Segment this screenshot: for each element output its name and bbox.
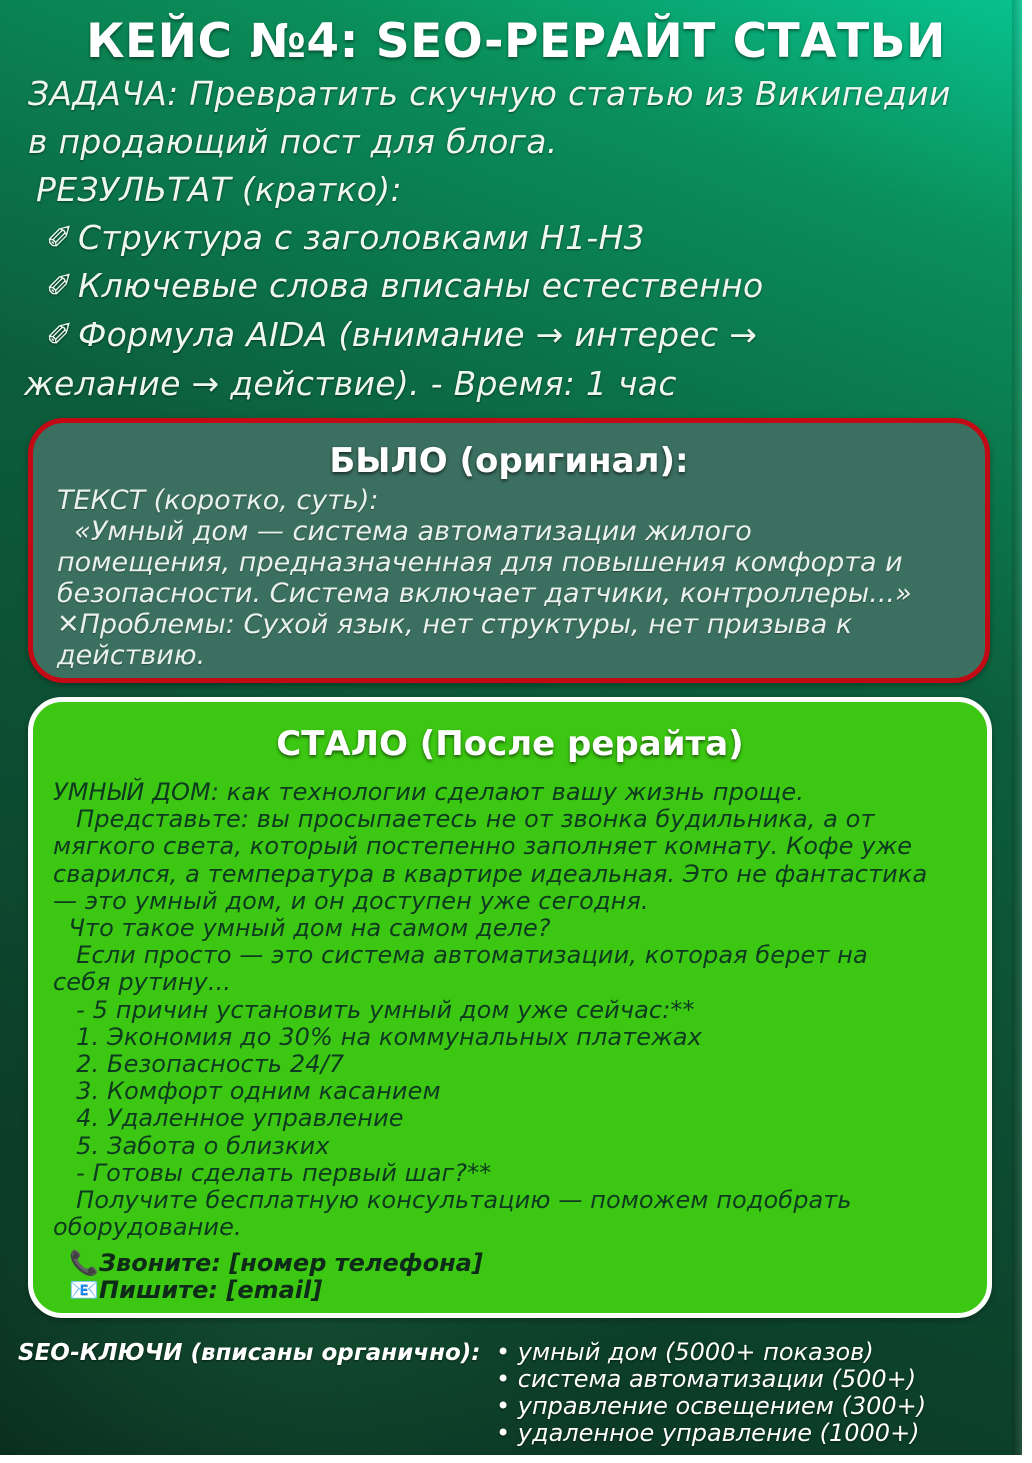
after-text-line: - 5 причин установить умный дом уже сейчас:** [53,995,695,1024]
after-text-line: сварился, а температура в квартире идеальная. Это не фантастика [53,859,928,888]
contact-email [69,1276,322,1304]
pencil-check-icon: ✐ [46,218,74,257]
after-text-line: мягкого света, который постепенно заполняет комнату. Кофе уже [53,832,913,861]
before-line: «Умный дом — система автоматизации жилого [57,516,752,547]
after-text-line: Получите бесплатную консультацию — поможем подобрать [53,1186,852,1214]
seo-keys-label: SEO-КЛЮЧИ (вписаны органично): [18,1340,481,1366]
contact-email-text: Пишите: [email] [99,1276,323,1304]
problems-line: ✕Проблемы: Сухой язык, нет структуры, нет призыва к [57,609,853,640]
phone-icon: 📞 [69,1249,99,1277]
seo-key-item: • система автоматизации (500+) [496,1365,917,1393]
check-item-text: Ключевые слова вписаны естественно [77,266,764,305]
before-line: безопасности. Система включает датчики, контроллеры...» [57,578,912,609]
aida-continuation-line: желание → действие). - Время: 1 час [24,364,677,403]
after-text-line: 4. Удаленное управление [53,1104,404,1133]
contact-phone [69,1249,483,1277]
email-icon: 📧 [69,1276,99,1304]
check-item-text: Формула AIDA (внимание → интерес → [77,315,758,354]
check-item-structure [46,218,645,257]
after-box [28,697,992,1318]
seo-key-item: • удаленное управление (1000+) [496,1419,920,1447]
after-text-line: 2. Безопасность 24/7 [53,1050,345,1078]
before-heading: БЫЛО (оригинал): [329,441,689,481]
after-text-line: - Готовы сделать первый шаг?** [53,1158,492,1187]
before-line: помещения, предназначенная для повышения комфорта и [57,547,903,578]
before-line: действию. [57,640,206,671]
after-text-line: 1. Экономия до 30% на коммунальных платежах [53,1022,702,1051]
task-line-1: ЗАДАЧА: Превратить скучную статью из Википедии [28,74,951,113]
seo-key-item: • управление освещением (300+) [496,1392,927,1420]
seo-key-item: • умный дом (5000+ показов) [496,1338,874,1366]
after-text-line: 3. Комфорт одним касанием [53,1077,441,1106]
after-text-line: Представьте: вы просыпаетесь не от звонка будильника, а от [53,805,875,834]
check-item-keywords [46,266,764,305]
check-item-text: Структура с заголовками H1-H3 [77,218,645,257]
after-text-line: себя рутину... [53,968,232,997]
after-text-line: Если просто — это система автоматизации, которая берет на [53,941,868,970]
result-label: РЕЗУЛЬТАТ (кратко): [36,170,402,209]
after-text-line: — это умный дом, и он доступен уже сегодня. [53,886,649,915]
after-text-line: 5. Забота о близких [53,1131,330,1160]
after-text-line: оборудование. [53,1213,242,1242]
check-item-aida [46,315,757,354]
after-text-line: УМНЫЙ ДОМ: как технологии сделают вашу жизнь проще. [53,778,804,806]
pencil-check-icon: ✐ [46,315,74,354]
pencil-check-icon: ✐ [46,266,74,305]
page-title: КЕЙС №4: SEO-РЕРАЙТ СТАТЬИ [86,14,946,69]
contact-phone-text: Звоните: [номер телефона] [99,1249,483,1277]
before-box [28,418,990,683]
after-text-line: Что такое умный дом на самом деле? [53,914,551,942]
task-line-2: в продающий пост для блога. [28,122,558,161]
before-line: ТЕКСТ (коротко, суть): [57,485,379,516]
after-heading: СТАЛО (После рерайта) [276,724,744,764]
